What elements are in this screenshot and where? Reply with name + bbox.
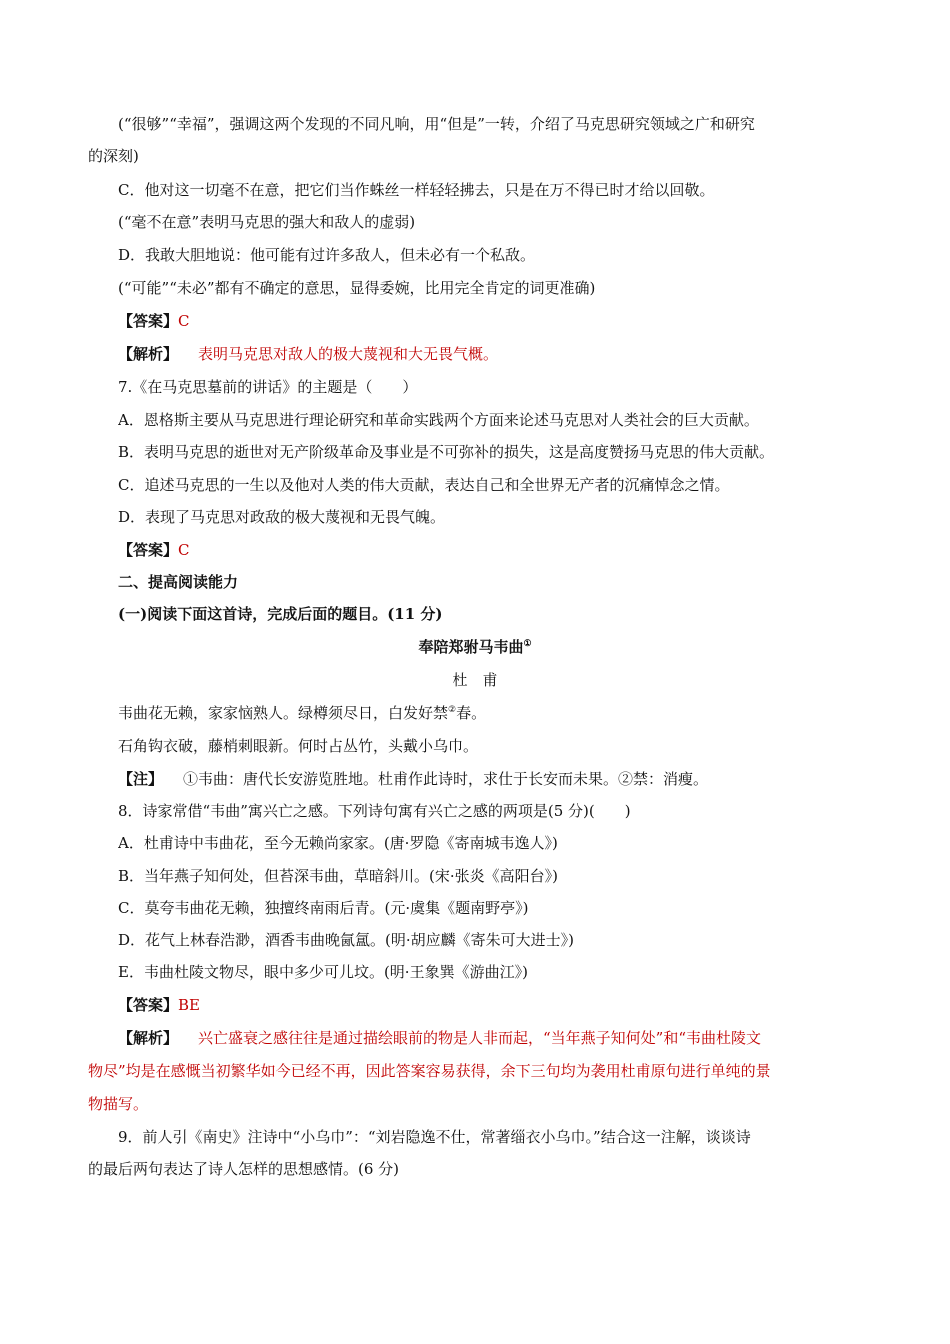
q8-analysis-line-2: 物尽”均是在感慨当初繁华如今已经不再，因此答案容易获得，余下三句均为袭用杜甫原句进行单纯的景 [88,1062,771,1080]
poem-author: 杜 甫 [452,671,498,689]
q6-option-d: D．我敢大胆地说：他可能有过许多敌人，但未必有一个私敌。 [118,246,536,264]
note-label: 【注】 [118,770,164,788]
q7-option-d: D．表现了马克思对政敌的极大蔑视和无畏气魄。 [118,508,446,526]
q8-answer [118,995,873,1015]
q6-analysis [118,344,873,364]
footnote-mark: ① [523,639,532,649]
poem-line-2: 石角钩衣破，藤梢刺眼新。何时占丛竹，头戴小乌巾。 [118,737,479,755]
q8-analysis-line-1 [118,1028,873,1048]
q6-b-note-line-2: 的深刻) [88,147,139,165]
poem-title: 奉陪郑驸马韦曲① [418,638,532,656]
note-text: ①韦曲：唐代长安游览胜地。杜甫作此诗时，求仕于长安而未果。②禁：消瘦。 [183,770,709,788]
q9-stem-line-2: 的最后两句表达了诗人怎样的思想感情。(6 分) [88,1160,400,1178]
analysis-text: 表明马克思对敌人的极大蔑视和大无畏气概。 [198,345,499,363]
answer-value: C [178,312,190,330]
q6-option-d-note: (“可能”“未必”都有不确定的意思，显得委婉，比用完全肯定的词更准确) [118,279,596,297]
answer-value: C [178,541,190,559]
q7-stem: 7.《在马克思墓前的讲话》的主题是（ ） [118,378,418,396]
analysis-label: 【解析】 [118,345,179,363]
poem-note [118,769,873,789]
footnote-mark: ② [448,705,457,715]
analysis-label: 【解析】 [118,1029,179,1047]
q6-option-c: C．他对这一切毫不在意，把它们当作蛛丝一样轻轻拂去，只是在万不得已时才给以回敬。 [118,181,715,199]
q9-stem-line-1: 9．前人引《南史》注诗中“小乌巾”：“刘岩隐逸不仕，常著缁衣小乌巾。”结合这一注解，谈谈诗 [118,1128,751,1146]
q8-option-d: D．花气上林春浩渺，酒香韦曲晚氤氲。(明·胡应麟《寄朱可大进士》) [118,931,575,949]
q7-option-c: C．追述马克思的一生以及他对人类的伟大贡献，表达自己和全世界无产者的沉痛悼念之情。 [118,476,730,494]
q6-answer [118,311,873,331]
q8-option-a: A．杜甫诗中韦曲花，至今无赖尚家家。(唐·罗隐《寄南城韦逸人》) [118,834,558,852]
poem-line-1: 韦曲花无赖，家家恼熟人。绿樽须尽日，白发好禁②春。 [118,704,487,722]
q8-analysis-line-3: 物描写。 [88,1095,149,1113]
answer-label: 【答案】 [118,996,179,1014]
answer-label: 【答案】 [118,541,179,559]
section-heading: 二、提高阅读能力 [118,573,239,591]
q6-b-note-line-1: (“很够”“幸福”，强调这两个发现的不同凡响，用“但是”一转，介绍了马克思研究领域之广和研究 [118,115,755,133]
q8-option-b: B．当年燕子知何处，但苔深韦曲，草暗斜川。(宋·张炎《高阳台》) [118,867,558,885]
q8-stem: 8．诗家常借“韦曲”寓兴亡之感。下列诗句寓有兴亡之感的两项是(5 分)( ) [118,802,631,820]
analysis-text: 兴亡盛衰之感往往是通过描绘眼前的物是人非而起，“当年燕子知何处”和“韦曲杜陵文 [198,1029,762,1047]
q7-option-b: B．表明马克思的逝世对无产阶级革命及事业是不可弥补的损失，这是高度赞扬马克思的伟大贡献。 [118,443,775,461]
q8-option-c: C．莫夸韦曲花无赖，独擅终南雨后青。(元·虞集《题南野亭》) [118,899,529,917]
q7-option-a: A．恩格斯主要从马克思进行理论研究和革命实践两个方面来论述马克思对人类社会的巨大贡献。 [118,411,759,429]
q6-option-c-note: (“毫不在意”表明马克思的强大和敌人的虚弱) [118,213,416,231]
reading-part-heading: (一)阅读下面这首诗，完成后面的题目。(11 分) [118,605,443,623]
answer-label: 【答案】 [118,312,179,330]
q8-option-e: E．韦曲杜陵文物尽，眼中多少可儿坟。(明·王象巽《游曲江》) [118,963,528,981]
q7-answer [118,540,873,560]
answer-value: BE [178,996,200,1014]
